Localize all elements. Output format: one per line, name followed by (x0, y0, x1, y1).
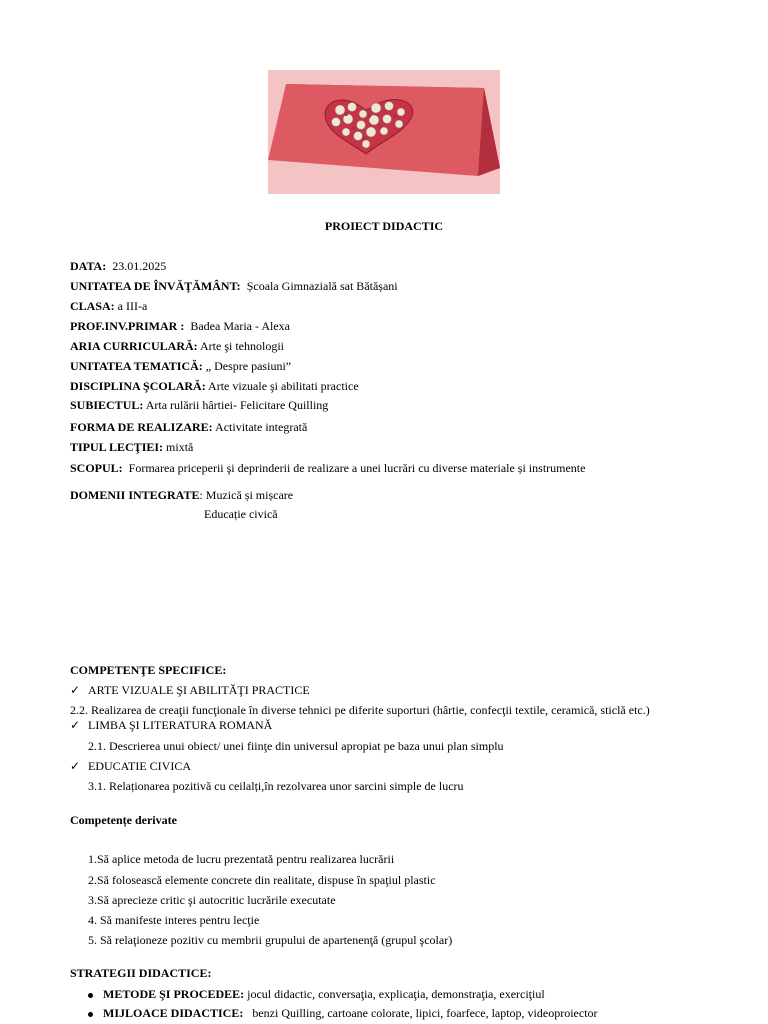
check-icon: ✓ (70, 718, 81, 732)
strategii-metode: METODE ŞI PROCEDEE: jocul didactic, conversaţia, explicaţia, demonstraţia, exerciţiul (88, 987, 545, 1001)
field-scopul: SCOPUL: Formarea priceperii şi deprinderii de realizare a unei lucrări cu diverse materiale și instrumente (70, 461, 586, 475)
check-icon: ✓ (70, 759, 81, 773)
field-tipul: TIPUL LECŢIEI: mixtă (70, 440, 194, 454)
field-aria: ARIA CURRICULARĂ: Arte şi tehnologii (70, 339, 285, 353)
competente-civica-item: 3.1. Relaționarea pozitivă cu ceilalți,în rezolvarea unor sarcini simple de lucru (88, 779, 464, 793)
competente-heading: COMPETENŢE SPECIFICE: (70, 663, 227, 677)
field-disciplina: DISCIPLINA ŞCOLARĂ: Arte vizuale şi abilitati practice (70, 379, 359, 393)
derivate-item: 1.Să aplice metoda de lucru prezentată pentru realizarea lucrării (88, 852, 395, 866)
quilling-card-illustration (268, 70, 500, 194)
competente-arte-label: ✓ ARTE VIZUALE ŞI ABILITĂŢI PRACTICE (70, 683, 310, 697)
field-domenii: DOMENII INTEGRATE: Muzică și mișcare (70, 488, 294, 502)
derivate-item: 3.Să aprecieze critic şi autocritic lucrările executate (88, 893, 336, 907)
bullet-icon (88, 1012, 93, 1017)
derivate-item: 5. Să relaţioneze pozitiv cu membrii grupului de apartenenţă (grupul şcolar) (88, 933, 453, 947)
field-clasa: CLASA: a III-a (70, 299, 148, 313)
check-icon: ✓ (70, 683, 81, 697)
strategii-mijloace: MIJLOACE DIDACTICE: benzi Quilling, cartoane colorate, lipici, foarfece, laptop, videoproiector (88, 1006, 598, 1020)
competente-limba-item: 2.1. Descrierea unui obiect/ unei fiinţe din universul apropiat pe baza unui plan simplu (88, 739, 504, 753)
field-domenii-second: Educație civică (204, 507, 278, 521)
derivate-heading: Competențe derivate (70, 813, 177, 827)
competente-limba-label: ✓ LIMBA ŞI LITERATURA ROMANĂ (70, 718, 273, 732)
competente-civica-label: ✓ EDUCATIE CIVICA (70, 759, 191, 773)
field-subiectul: SUBIECTUL: Arta rulării hârtiei- Felicitare Quilling (70, 398, 329, 412)
competente-arte-item: 2.2. Realizarea de creaţii funcţionale în diverse tehnici pe diferite suporturi (hârtie, confecţii textile, ceramică, sticlă etc.) (70, 703, 650, 717)
page-title: PROIECT DIDACTIC (324, 219, 444, 233)
field-unitate-tematica: UNITATEA TEMATICĂ: „ Despre pasiuni” (70, 359, 292, 373)
strategii-heading: STRATEGII DIDACTICE: (70, 966, 212, 980)
derivate-item: 2.Să folosească elemente concrete din realitate, dispuse în spaţiul plastic (88, 873, 436, 887)
derivate-item: 4. Să manifeste interes pentru lecţie (88, 913, 260, 927)
bullet-icon (88, 993, 93, 998)
field-unitate: UNITATEA DE ÎNVĂŢĂMÂNT: Școala Gimnazială sat Bătășani (70, 279, 398, 293)
field-prof: PROF.INV.PRIMAR : Badea Maria - Alexa (70, 319, 290, 333)
field-forma: FORMA DE REALIZARE: Activitate integrată (70, 420, 308, 434)
field-data: DATA: 23.01.2025 (70, 259, 167, 273)
